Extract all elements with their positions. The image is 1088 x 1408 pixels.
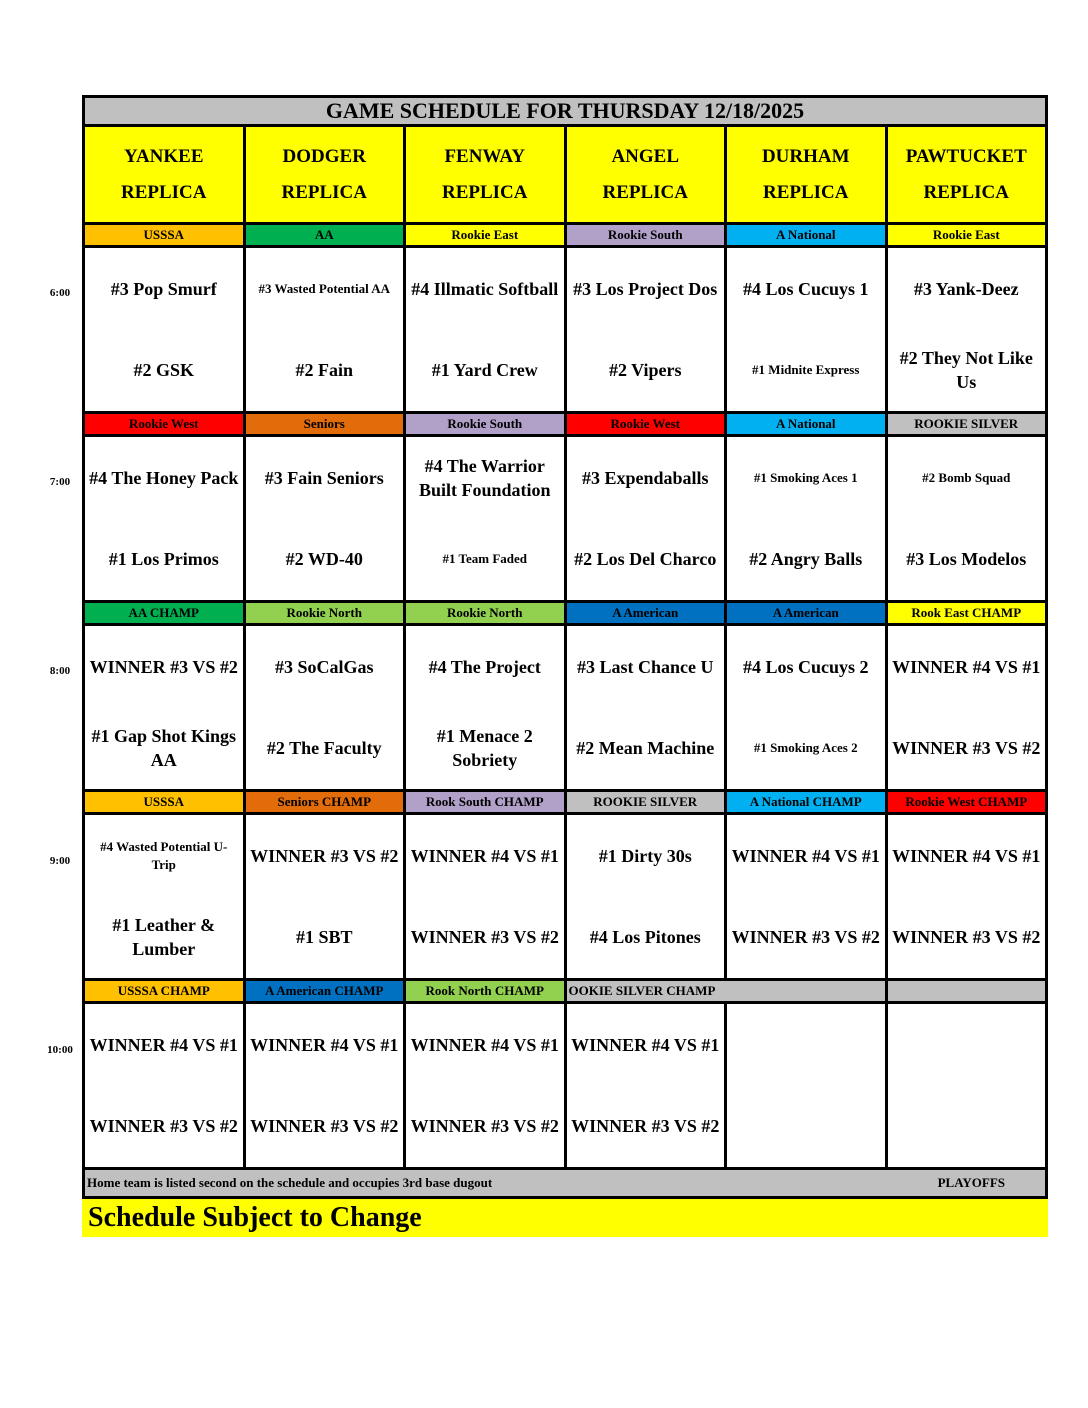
division-label: Rookie West	[85, 414, 243, 434]
schedule-grid	[82, 127, 1048, 1167]
game-cell	[727, 248, 885, 411]
home-team: #1 Gap Shot Kings AA	[91, 726, 237, 771]
field-header-yankee	[85, 127, 243, 222]
field-sub: REPLICA	[923, 181, 1009, 203]
home-team: WINNER #3 VS #2	[410, 927, 559, 948]
field-name: YANKEE	[123, 145, 204, 167]
page-title: GAME SCHEDULE FOR THURSDAY 12/18/2025	[82, 95, 1048, 127]
division-label: Rook North CHAMP	[406, 981, 564, 1001]
field-name: DURHAM	[761, 145, 850, 167]
game-cell	[567, 815, 725, 978]
game-cell	[406, 437, 564, 600]
home-team: #1 Midnite Express	[752, 362, 860, 378]
game-cell	[567, 626, 725, 789]
visitor-team: WINNER #3 VS #2	[89, 656, 238, 677]
game-cell	[246, 626, 404, 789]
visitor-team: WINNER #4 VS #1	[410, 1034, 559, 1055]
home-team: #1 Yard Crew	[431, 360, 538, 381]
division-label: USSSA CHAMP	[85, 981, 243, 1001]
division-label: A American	[567, 603, 725, 623]
visitor-team: #4 Los Cucuys 2	[742, 656, 869, 677]
home-team: #1 Menace 2 Sobriety	[436, 726, 533, 771]
schedule-sheet	[82, 95, 1048, 1237]
field-header-durham	[727, 127, 885, 222]
game-cell	[888, 815, 1046, 978]
visitor-team: WINNER #4 VS #1	[250, 1034, 399, 1055]
division-label: Rookie South	[406, 414, 564, 434]
home-team	[888, 1086, 1046, 1168]
division-label: USSSA	[85, 792, 243, 812]
home-team: WINNER #3 VS #2	[571, 1116, 720, 1137]
game-cell	[888, 248, 1046, 411]
game-cell	[85, 815, 243, 978]
visitor-team: #3 Last Chance U	[576, 656, 714, 677]
home-team: #2 Angry Balls	[749, 549, 863, 570]
game-cell	[567, 437, 725, 600]
game-cell	[888, 437, 1046, 600]
division-label: A National	[727, 414, 885, 434]
home-team: #2 Los Del Charco	[574, 549, 717, 570]
game-cell	[406, 815, 564, 978]
game-cell	[406, 248, 564, 411]
visitor-team: #4 The Project	[428, 656, 541, 677]
field-name: ANGEL	[611, 145, 680, 167]
field-header-pawtucket	[888, 127, 1046, 222]
visitor-team: #4 Wasted Potential U-Trip	[100, 838, 228, 872]
time-label: 9:00	[49, 855, 71, 867]
visitor-team: #3 Expendaballs	[581, 467, 709, 488]
visitor-team: #3 Los Project Dos	[573, 278, 718, 299]
home-team: #1 SBT	[295, 927, 353, 948]
visitor-team: #3 SoCalGas	[274, 656, 374, 677]
visitor-team: #3 Pop Smurf	[110, 278, 217, 299]
division-label	[888, 981, 1046, 1001]
visitor-team: WINNER #4 VS #1	[892, 656, 1041, 677]
game-cell	[888, 626, 1046, 789]
visitor-team: #4 Illmatic Softball	[411, 278, 559, 299]
visitor-team: WINNER #4 VS #1	[410, 845, 559, 866]
field-header-dodger	[246, 127, 404, 222]
game-cell	[246, 815, 404, 978]
home-team: WINNER #3 VS #2	[250, 1116, 399, 1137]
home-team: #2 WD-40	[285, 549, 363, 570]
home-team: #1 Los Primos	[108, 549, 219, 570]
home-team: #4 Los Pitones	[589, 927, 701, 948]
division-label: AA CHAMP	[85, 603, 243, 623]
visitor-team: #4 The Honey Pack	[89, 467, 239, 488]
game-cell	[246, 1004, 404, 1167]
home-team	[727, 1086, 885, 1168]
visitor-team: #3 Wasted Potential AA	[258, 280, 391, 296]
division-label: Rook South CHAMP	[406, 792, 564, 812]
division-label: AA	[246, 225, 404, 245]
visitor-team: #2 Bomb Squad	[922, 469, 1011, 485]
home-team: #2 They Not Like Us	[899, 348, 1033, 393]
visitor-team: WINNER #3 VS #2	[250, 845, 399, 866]
game-cell	[727, 1004, 885, 1167]
game-cell	[85, 437, 243, 600]
division-label: ROOKIE SILVER	[567, 792, 725, 812]
game-cell	[888, 1004, 1046, 1167]
division-label: Rookie North	[246, 603, 404, 623]
home-team: WINNER #3 VS #2	[892, 738, 1041, 759]
home-team: #1 Leather & Lumber	[112, 915, 216, 960]
playoffs-label: PLAYOFFS	[937, 1175, 1005, 1190]
field-name: DODGER	[282, 145, 366, 167]
game-cell	[85, 626, 243, 789]
game-cell	[85, 1004, 243, 1167]
game-cell	[567, 1004, 725, 1167]
division-label: Rookie West CHAMP	[888, 792, 1046, 812]
footer-note: Home team is listed second on the schedule and occupies 3rd base dugout	[87, 1175, 493, 1190]
home-team: WINNER #3 VS #2	[892, 927, 1041, 948]
visitor-team: #4 Los Cucuys 1	[742, 278, 869, 299]
home-team: #2 Vipers	[608, 360, 682, 381]
game-cell	[727, 815, 885, 978]
visitor-team: #4 The Warrior Built Foundation	[418, 455, 551, 500]
visitor-team: #3 Fain Seniors	[264, 467, 384, 488]
division-label: Rookie North	[406, 603, 564, 623]
game-cell	[727, 626, 885, 789]
division-label: Rookie East	[406, 225, 564, 245]
home-team: WINNER #3 VS #2	[731, 927, 880, 948]
division-label: A American CHAMP	[246, 981, 404, 1001]
visitor-team	[888, 1004, 1046, 1086]
game-cell	[406, 626, 564, 789]
division-label: A National CHAMP	[727, 792, 885, 812]
game-cell	[727, 437, 885, 600]
home-team: #2 Fain	[295, 360, 353, 381]
home-team: #3 Los Modelos	[906, 549, 1027, 570]
visitor-team: #1 Dirty 30s	[598, 845, 692, 866]
field-name: PAWTUCKET	[905, 145, 1027, 167]
time-label: 6:00	[49, 287, 71, 299]
visitor-team: #1 Smoking Aces 1	[753, 469, 858, 485]
visitor-team: WINNER #4 VS #1	[892, 845, 1041, 866]
division-label: ROOKIE SILVER	[888, 414, 1046, 434]
home-team: #2 Mean Machine	[576, 738, 715, 759]
visitor-team: WINNER #4 VS #1	[89, 1034, 238, 1055]
home-team: WINNER #3 VS #2	[410, 1116, 559, 1137]
division-label: A National	[727, 225, 885, 245]
field-header-angel	[567, 127, 725, 222]
game-cell	[406, 1004, 564, 1167]
division-label: Seniors	[246, 414, 404, 434]
footer-bar	[82, 1167, 1048, 1199]
division-label: A American	[727, 603, 885, 623]
game-cell	[85, 248, 243, 411]
home-team: #2 GSK	[133, 360, 194, 381]
home-team: WINNER #3 VS #2	[89, 1116, 238, 1137]
division-label: Rookie South	[567, 225, 725, 245]
time-label: 7:00	[49, 476, 71, 488]
division-label: USSSA	[85, 225, 243, 245]
schedule-subject-banner: Schedule Subject to Change	[82, 1199, 1048, 1237]
game-cell	[246, 248, 404, 411]
division-label: Rook East CHAMP	[888, 603, 1046, 623]
division-label: Rookie West	[567, 414, 725, 434]
visitor-team: #3 Yank-Deez	[913, 278, 1019, 299]
division-label: OOKIE SILVER CHAMP	[567, 981, 885, 1001]
field-sub: REPLICA	[441, 181, 528, 203]
home-team: #1 Smoking Aces 2	[753, 740, 858, 756]
field-sub: REPLICA	[281, 181, 367, 203]
game-cell	[567, 248, 725, 411]
time-label: 10:00	[47, 1044, 73, 1056]
time-label: 8:00	[49, 665, 71, 677]
visitor-team	[727, 1004, 885, 1086]
visitor-team: WINNER #4 VS #1	[571, 1034, 720, 1055]
field-name: FENWAY	[444, 145, 526, 167]
field-sub: REPLICA	[602, 181, 688, 203]
field-header-fenway	[406, 127, 564, 222]
home-team: #1 Team Faded	[442, 551, 527, 567]
division-label: Seniors CHAMP	[246, 792, 404, 812]
home-team: #2 The Faculty	[266, 738, 382, 759]
field-sub: REPLICA	[762, 181, 849, 203]
field-sub: REPLICA	[120, 181, 207, 203]
division-label: Rookie East	[888, 225, 1046, 245]
visitor-team: WINNER #4 VS #1	[731, 845, 880, 866]
game-cell	[246, 437, 404, 600]
